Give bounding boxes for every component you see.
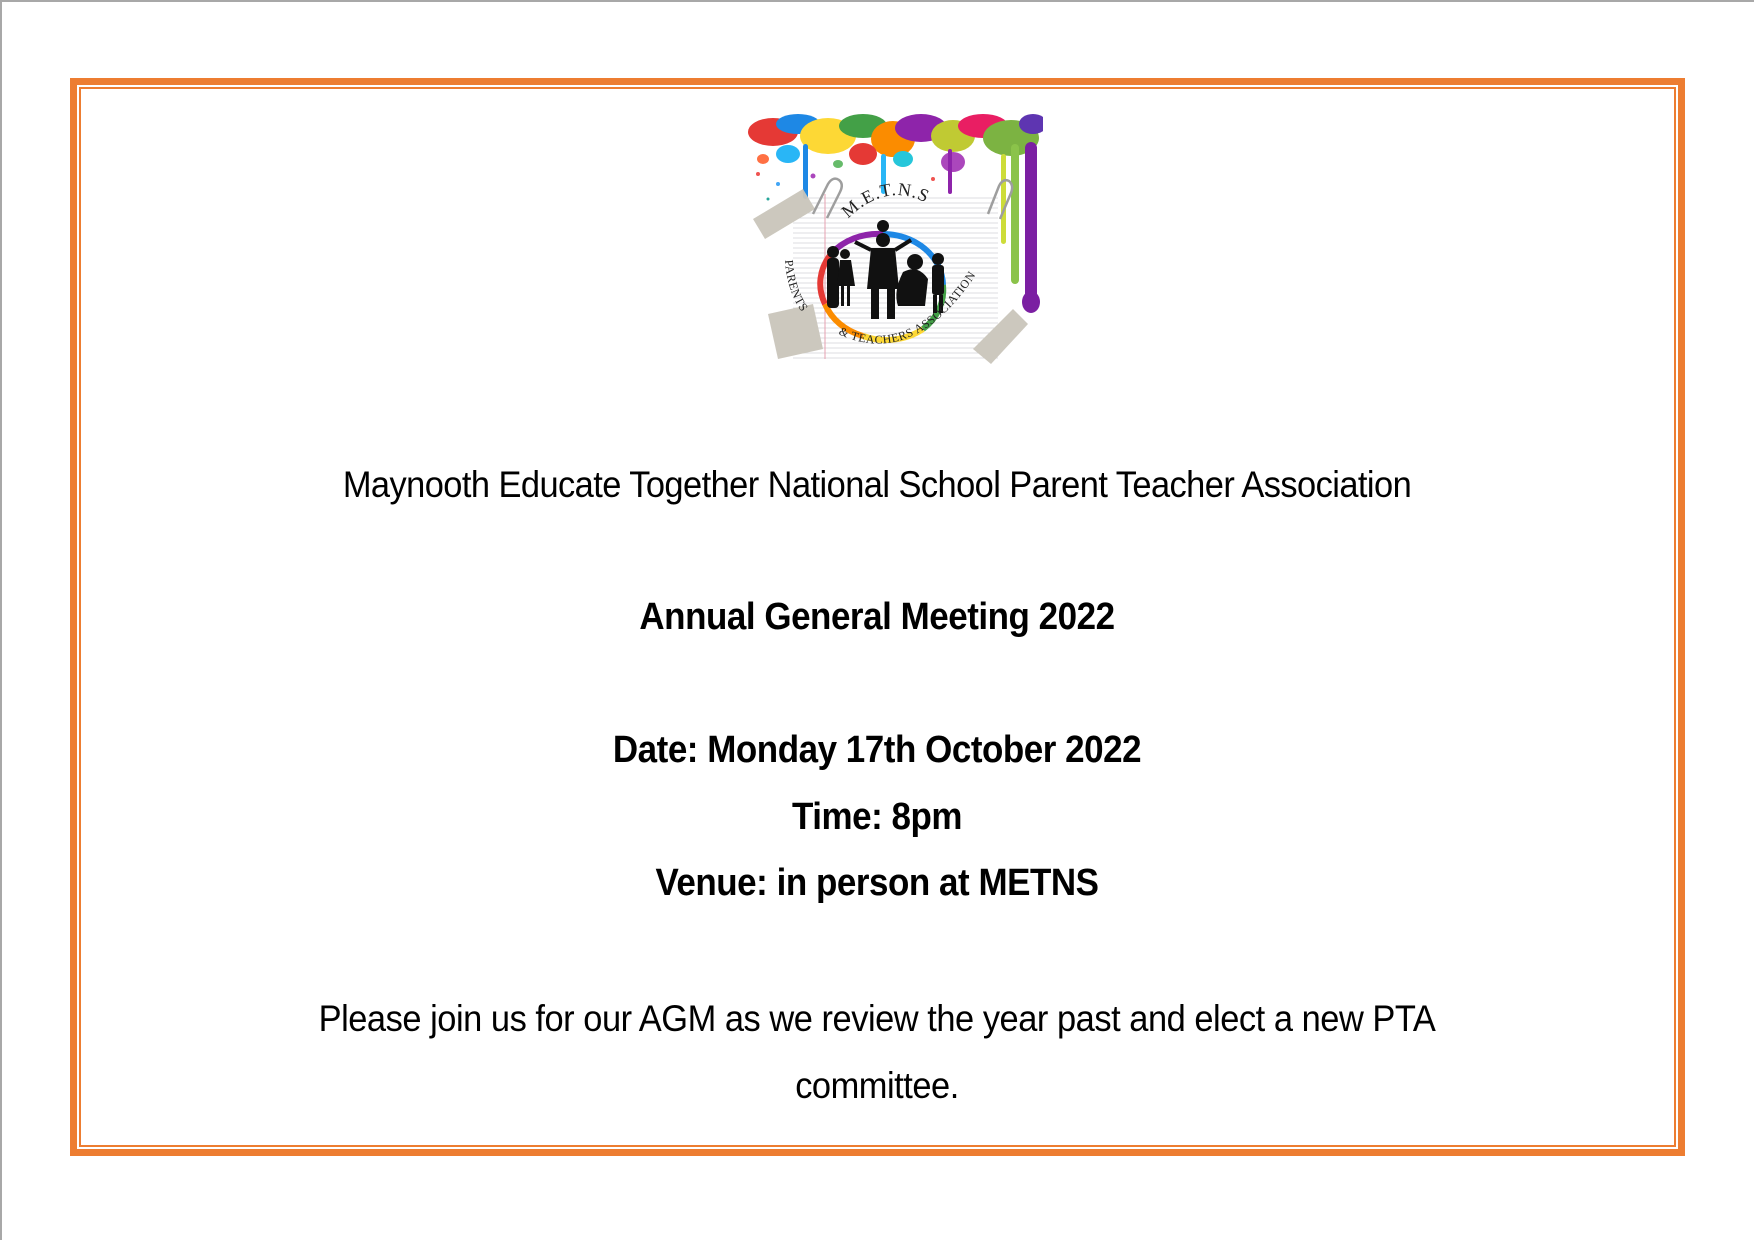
svg-text:PARENTS: PARENTS [781, 259, 812, 315]
svg-text:& TEACHERS ASSOCIATION: & TEACHERS ASSOCIATION [836, 268, 979, 347]
event-time: Time: 8pm [791, 796, 963, 838]
pta-logo-image [743, 114, 1043, 364]
svg-text:M.E.T.N.S: M.E.T.N.S [837, 178, 933, 222]
invitation-message-line-2: committee. [795, 1065, 959, 1106]
invitation-message-line-1: Please join us for our AGM as we review the year past and elect a new PTA [318, 998, 1436, 1039]
event-date: Date: Monday 17th October 2022 [612, 729, 1142, 771]
organization-name: Maynooth Educate Together National School Parent Teacher Association [342, 464, 1412, 505]
page-edge-left [0, 0, 2, 1240]
event-venue: Venue: in person at METNS [655, 862, 1099, 904]
page-edge-top [0, 0, 1754, 2]
event-title: Annual General Meeting 2022 [639, 596, 1115, 638]
pta-logo [743, 114, 1043, 364]
